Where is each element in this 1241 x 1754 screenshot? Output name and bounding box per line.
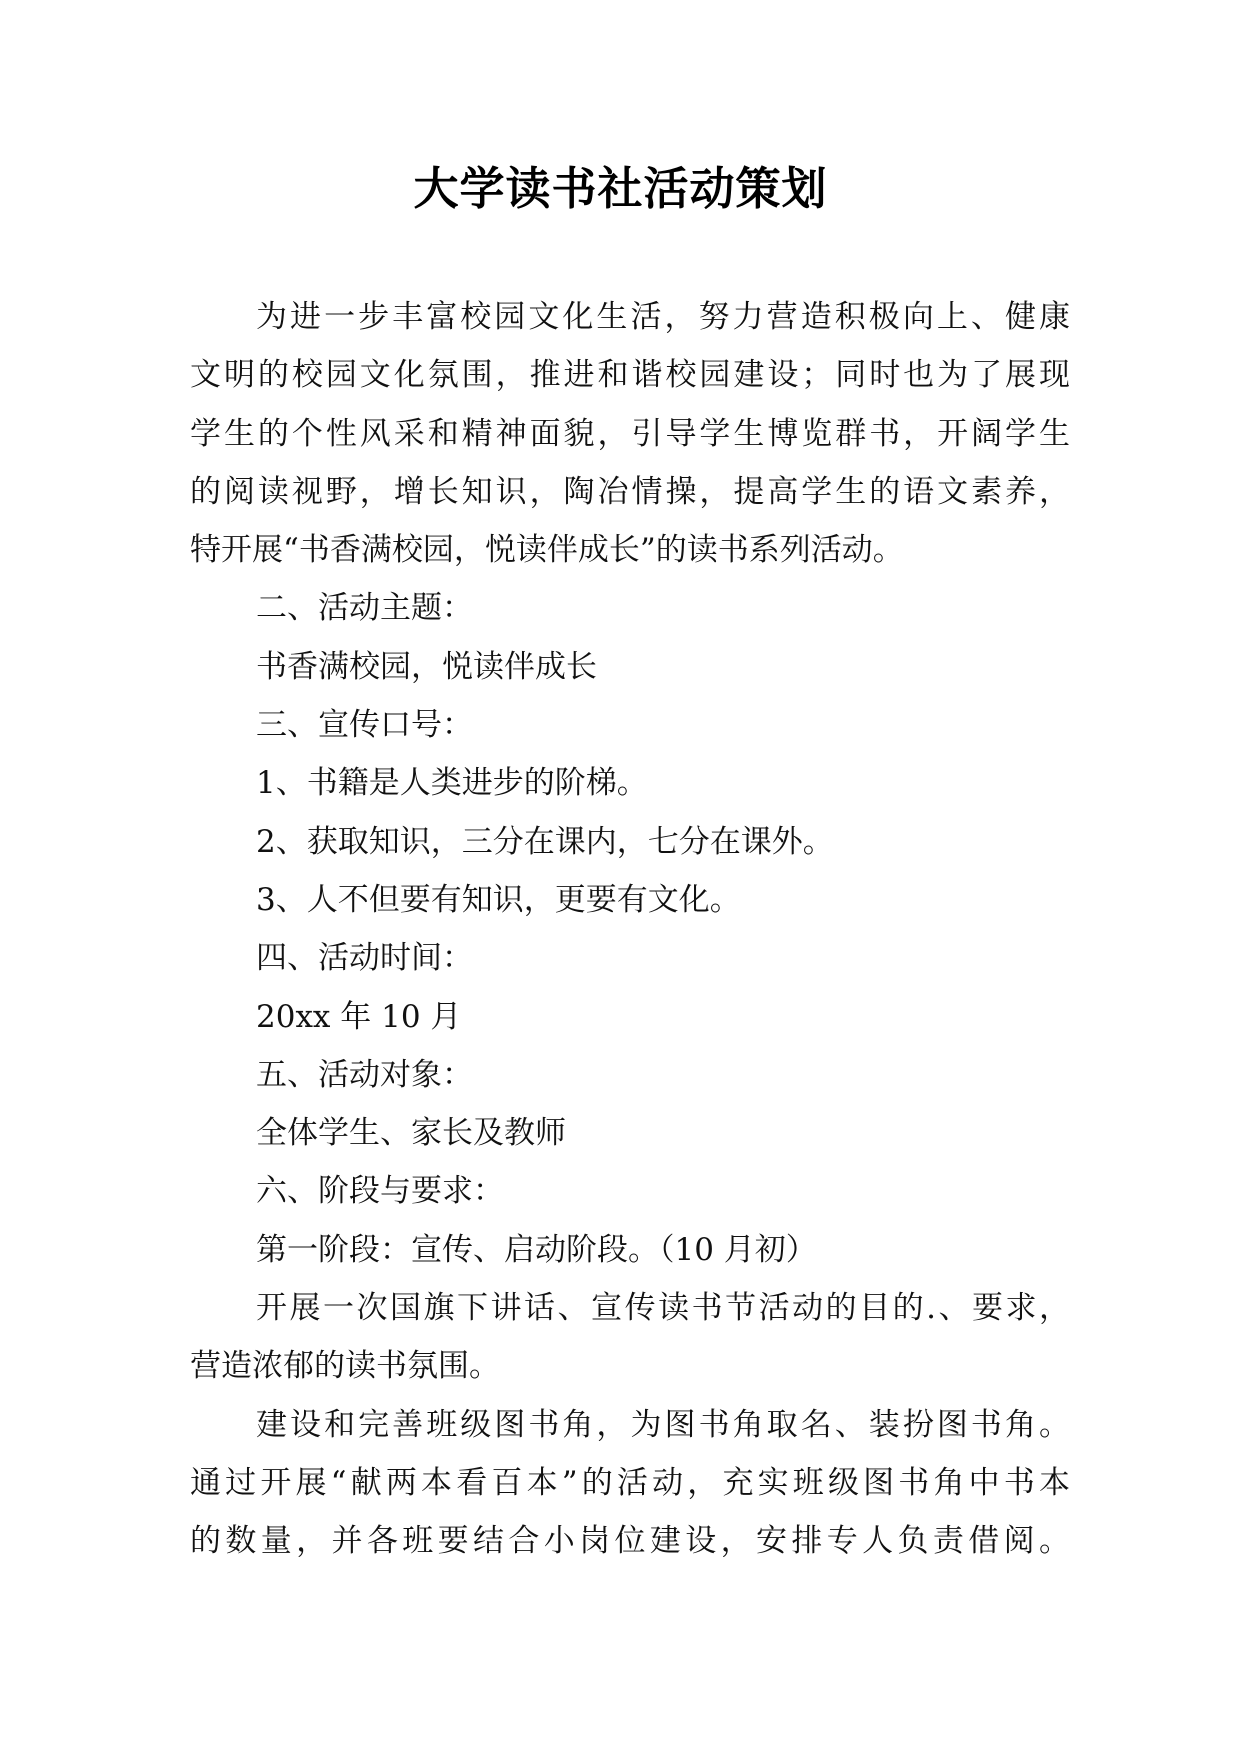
paragraph-line: 的数量，并各班要结合小岗位建设，安排专人负责借阅。 <box>190 1523 1070 1560</box>
paragraph-line: 通过开展“献两本看百本”的活动，充实班级图书角中书本 <box>190 1464 1070 1501</box>
paragraph-line: 建设和完善班级图书角，为图书角取名、装扮图书角。 <box>256 1406 1070 1443</box>
paragraph-line: 书香满校园，悦读伴成长 <box>256 648 597 685</box>
list-item: 1、书籍是人类进步的阶梯。 <box>256 765 648 802</box>
section-heading: 二、活动主题： <box>256 590 473 627</box>
paragraph-line: 20xx 年 10 月 <box>256 998 462 1035</box>
document-body <box>190 288 1070 1571</box>
list-item: 2、获取知识，三分在课内，七分在课外。 <box>256 823 834 860</box>
section-heading: 六、阶段与要求： <box>256 1173 504 1210</box>
paragraph-line: 文明的校园文化氛围，推进和谐校园建设；同时也为了展现 <box>190 357 1070 394</box>
document-title: 大学读书社活动策划 <box>413 162 828 215</box>
section-heading: 三、宣传口号： <box>256 707 473 744</box>
paragraph-line: 全体学生、家长及教师 <box>256 1115 566 1152</box>
paragraph-line: 营造浓郁的读书氛围。 <box>190 1348 500 1385</box>
paragraph-line: 第一阶段：宣传、启动阶段。（10 月初） <box>256 1231 817 1268</box>
paragraph-line: 特开展“书香满校园，悦读伴成长”的读书系列活动。 <box>190 532 904 569</box>
paragraph-line: 开展一次国旗下讲话、宣传读书节活动的目的.、要求， <box>256 1290 1070 1327</box>
paragraph-line: 学生的个性风采和精神面貌，引导学生博览群书，开阔学生 <box>190 415 1070 452</box>
section-heading: 四、活动时间： <box>256 940 473 977</box>
list-item: 3、人不但要有知识，更要有文化。 <box>256 881 741 918</box>
paragraph-line: 为进一步丰富校园文化生活，努力营造积极向上、健康 <box>256 299 1070 335</box>
paragraph-line: 的阅读视野，增长知识，陶冶情操，提高学生的语文素养， <box>190 473 1070 510</box>
section-heading: 五、活动对象： <box>256 1056 473 1093</box>
